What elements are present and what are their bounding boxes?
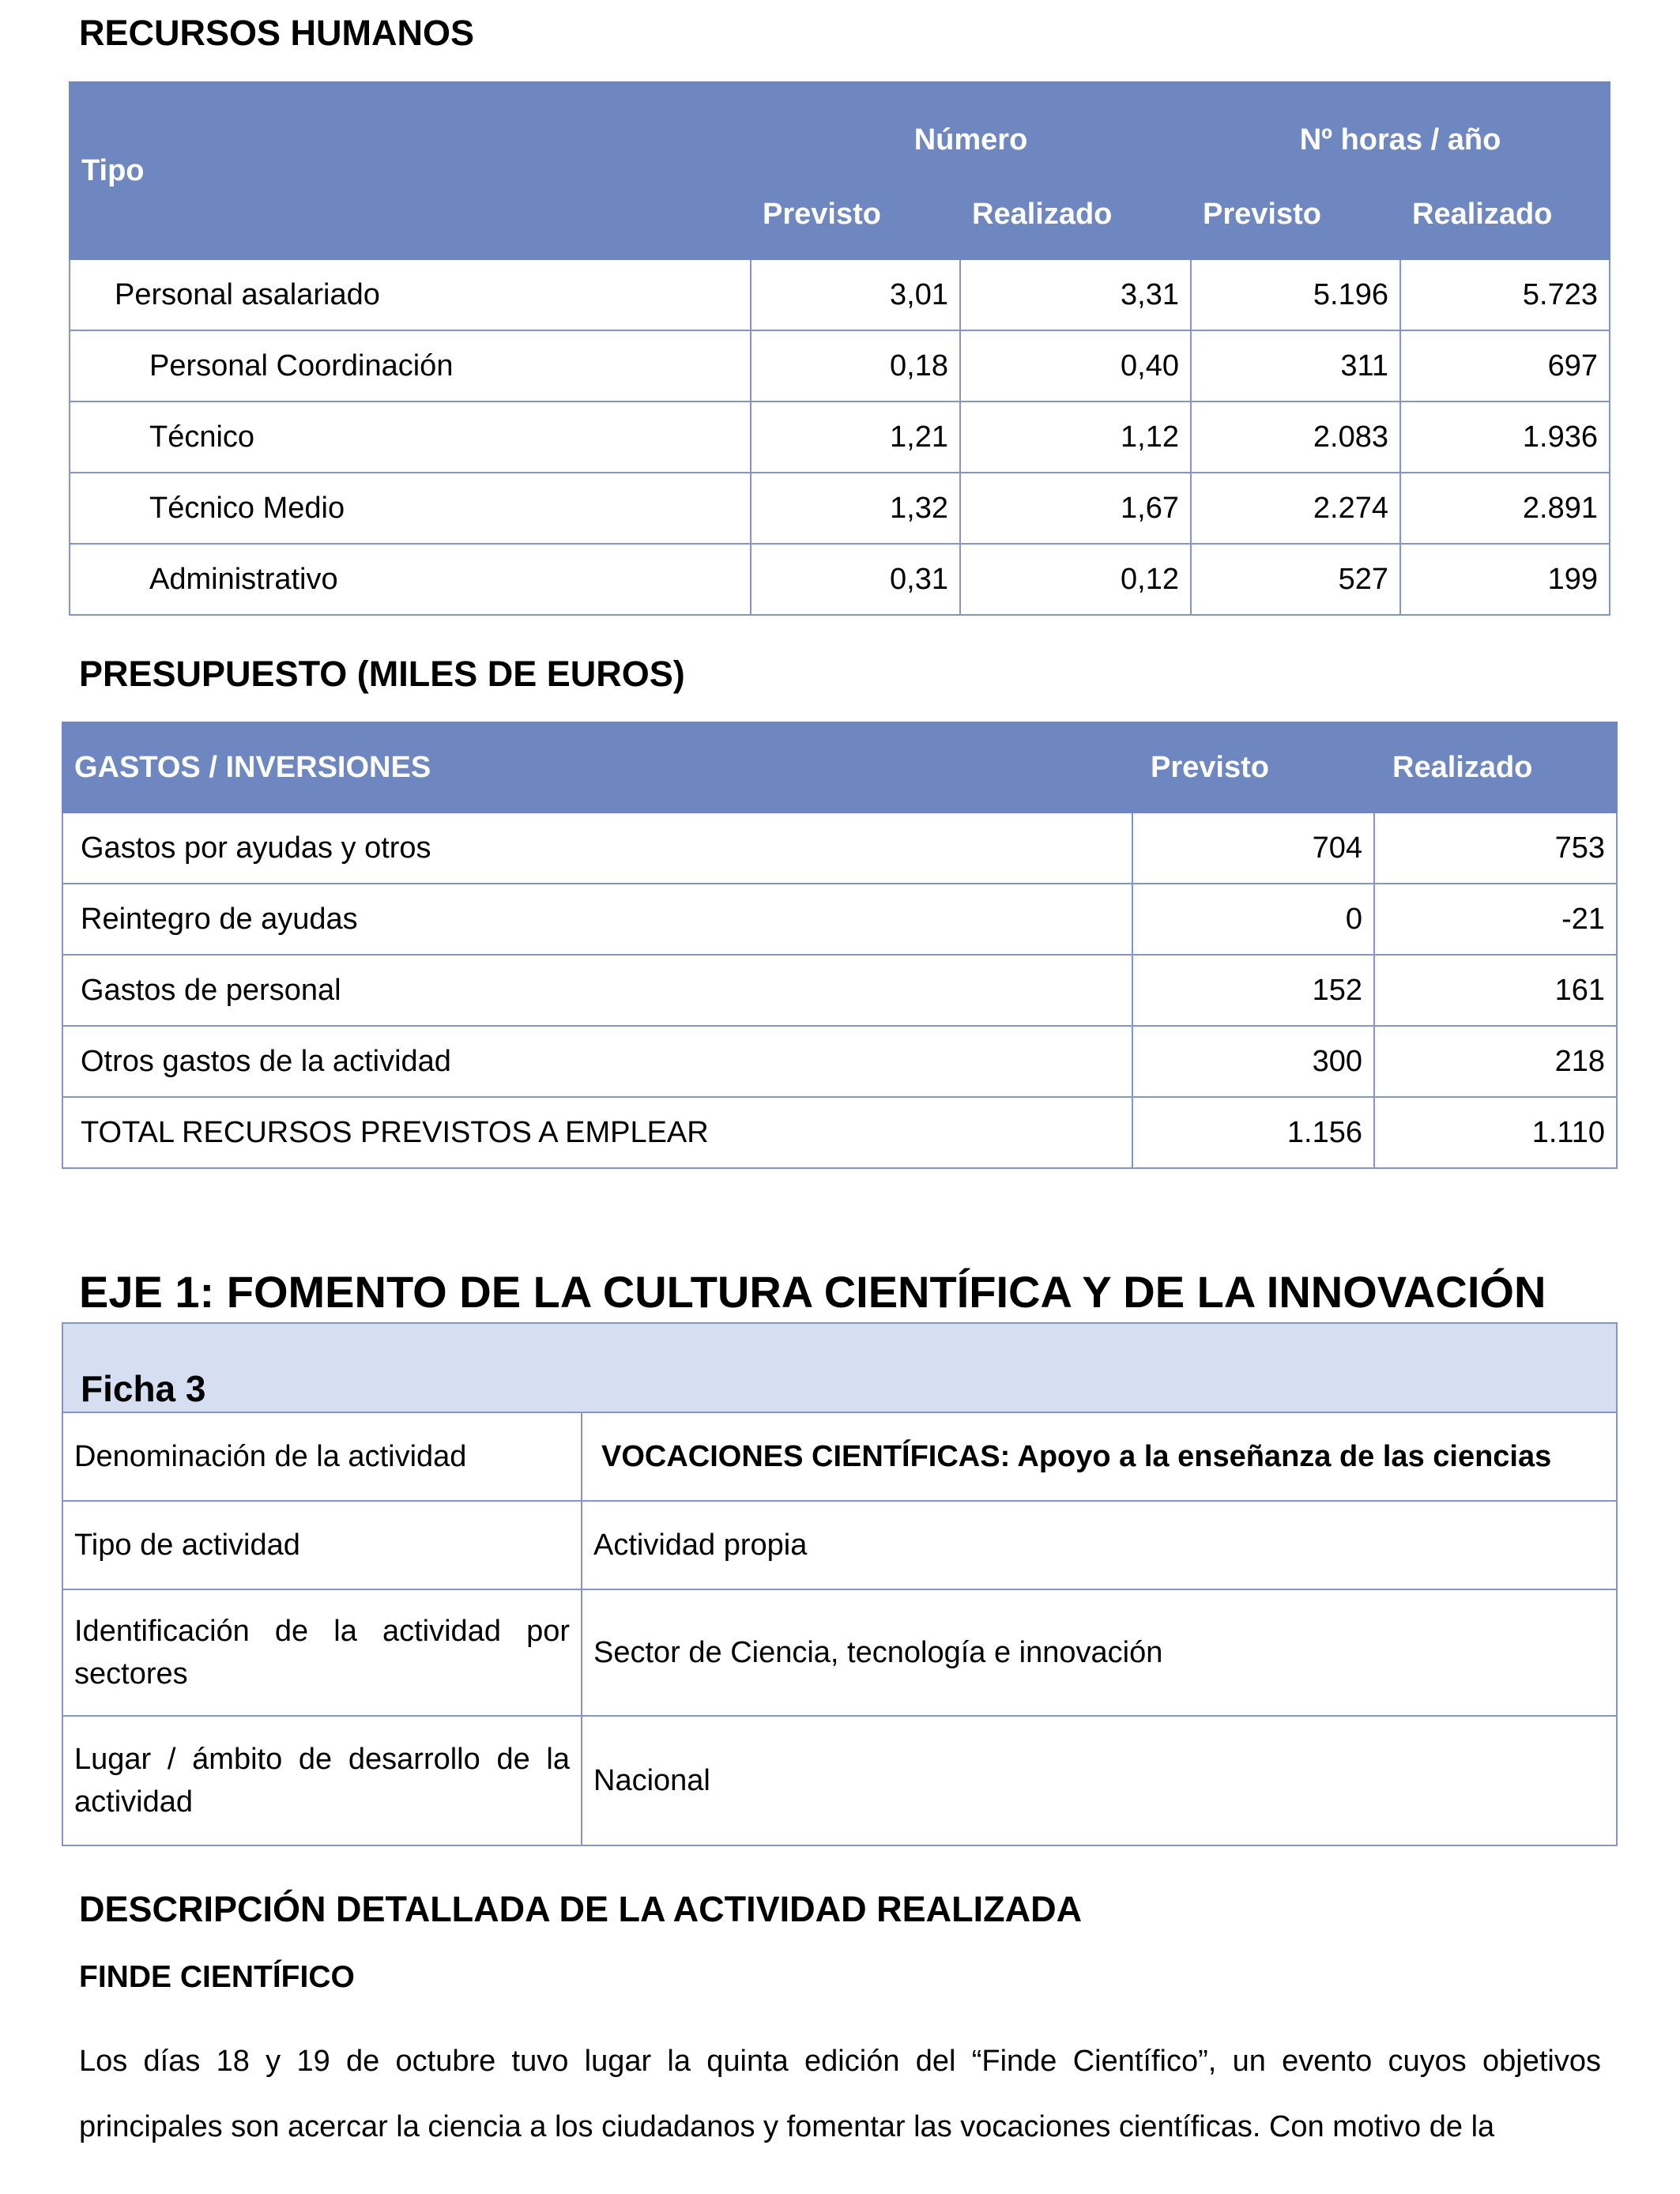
- cell-previsto: 704: [1132, 812, 1374, 884]
- row-value: Actividad propia: [582, 1501, 1617, 1589]
- col-header-horas-realizado: Realizado: [1400, 169, 1610, 259]
- description-paragraph: Los días 18 y 19 de octubre tuvo lugar la quinta edición del “Finde Científico”, un evento cuyos objetivos principales son acercar la ciencia a los ciudadanos y fomentar las vocaciones científicas. Con motivo de la: [79, 2045, 1601, 2143]
- cell-horas-previsto: 2.274: [1191, 473, 1400, 544]
- col-header-tipo: Tipo: [70, 82, 751, 259]
- cell-horas-realizado: 199: [1400, 544, 1610, 615]
- cell-realizado: 1.110: [1374, 1097, 1617, 1168]
- cell-horas-realizado: 5.723: [1400, 259, 1610, 330]
- recursos-humanos-table: [69, 81, 1610, 616]
- table-row: [70, 401, 1610, 473]
- ficha-header: Ficha 3: [62, 1323, 1617, 1412]
- cell-num-realizado: 1,67: [960, 473, 1191, 544]
- table-row: [70, 473, 1610, 544]
- row-label: Lugar / ámbito de desarrollo de la actividad: [62, 1716, 582, 1845]
- cell-horas-previsto: 527: [1191, 544, 1400, 615]
- table-row: [62, 1097, 1617, 1168]
- cell-horas-realizado: 2.891: [1400, 473, 1610, 544]
- ficha-table: [62, 1322, 1618, 1846]
- cell-horas-previsto: 311: [1191, 330, 1400, 401]
- row-label: Tipo de actividad: [62, 1501, 582, 1589]
- table-row: [70, 544, 1610, 615]
- cell-num-previsto: 0,18: [751, 330, 960, 401]
- table-row: [62, 1589, 1617, 1716]
- table-row: [62, 1716, 1617, 1845]
- row-label: Identificación de la actividad por sectores: [62, 1589, 582, 1716]
- row-label: Reintegro de ayudas: [62, 884, 1132, 955]
- row-label: Personal asalariado: [70, 259, 751, 330]
- cell-num-realizado: 3,31: [960, 259, 1191, 330]
- cell-num-realizado: 0,12: [960, 544, 1191, 615]
- row-label: Gastos por ayudas y otros: [62, 812, 1132, 884]
- cell-realizado: 161: [1374, 955, 1617, 1026]
- table-row: [62, 884, 1617, 955]
- row-value: Nacional: [582, 1716, 1617, 1845]
- cell-previsto: 0: [1132, 884, 1374, 955]
- row-value: VOCACIONES CIENTÍFICAS: Apoyo a la enseñanza de las ciencias: [582, 1412, 1617, 1501]
- col-header-numero: Número: [751, 82, 1191, 169]
- section-title-recursos-humanos: RECURSOS HUMANOS: [79, 13, 475, 53]
- cell-previsto: 152: [1132, 955, 1374, 1026]
- cell-previsto: 1.156: [1132, 1097, 1374, 1168]
- table-row: [62, 812, 1617, 884]
- col-header-gastos: GASTOS / INVERSIONES: [62, 722, 1132, 812]
- cell-horas-realizado: 1.936: [1400, 401, 1610, 473]
- cell-realizado: -21: [1374, 884, 1617, 955]
- cell-num-previsto: 3,01: [751, 259, 960, 330]
- col-header-horas-previsto: Previsto: [1191, 169, 1400, 259]
- row-label: Denominación de la actividad: [62, 1412, 582, 1501]
- table-row: [62, 1501, 1617, 1589]
- row-label: Otros gastos de la actividad: [62, 1026, 1132, 1097]
- table-row: [62, 1412, 1617, 1501]
- col-header-realizado: Realizado: [1374, 722, 1617, 812]
- table-row: [62, 955, 1617, 1026]
- presupuesto-table: [62, 722, 1618, 1169]
- cell-horas-realizado: 697: [1400, 330, 1610, 401]
- table-row: [70, 330, 1610, 401]
- cell-num-previsto: 1,21: [751, 401, 960, 473]
- cell-horas-previsto: 5.196: [1191, 259, 1400, 330]
- cell-num-previsto: 1,32: [751, 473, 960, 544]
- col-header-horas: Nº horas / año: [1191, 82, 1610, 169]
- row-value: Sector de Ciencia, tecnología e innovación: [582, 1589, 1617, 1716]
- cell-realizado: 218: [1374, 1026, 1617, 1097]
- section-title-descripcion: DESCRIPCIÓN DETALLADA DE LA ACTIVIDAD REALIZADA: [79, 1889, 1083, 1929]
- section-title-eje: EJE 1: FOMENTO DE LA CULTURA CIENTÍFICA Y DE LA INNOVACIÓN: [79, 1267, 1546, 1317]
- col-header-previsto: Previsto: [1132, 722, 1374, 812]
- cell-realizado: 753: [1374, 812, 1617, 884]
- row-label: Técnico: [70, 401, 751, 473]
- table-row: [62, 1026, 1617, 1097]
- cell-num-realizado: 1,12: [960, 401, 1191, 473]
- col-header-num-realizado: Realizado: [960, 169, 1191, 259]
- cell-previsto: 300: [1132, 1026, 1374, 1097]
- row-label: Personal Coordinación: [70, 330, 751, 401]
- row-label: Gastos de personal: [62, 955, 1132, 1026]
- col-header-num-previsto: Previsto: [751, 169, 960, 259]
- row-label: Administrativo: [70, 544, 751, 615]
- cell-num-previsto: 0,31: [751, 544, 960, 615]
- section-title-presupuesto: PRESUPUESTO (MILES DE EUROS): [79, 654, 685, 694]
- row-label: TOTAL RECURSOS PREVISTOS A EMPLEAR: [62, 1097, 1132, 1168]
- cell-horas-previsto: 2.083: [1191, 401, 1400, 473]
- table-row: [70, 259, 1610, 330]
- cell-num-realizado: 0,40: [960, 330, 1191, 401]
- subsection-title: FINDE CIENTÍFICO: [79, 1960, 355, 1994]
- row-label: Técnico Medio: [70, 473, 751, 544]
